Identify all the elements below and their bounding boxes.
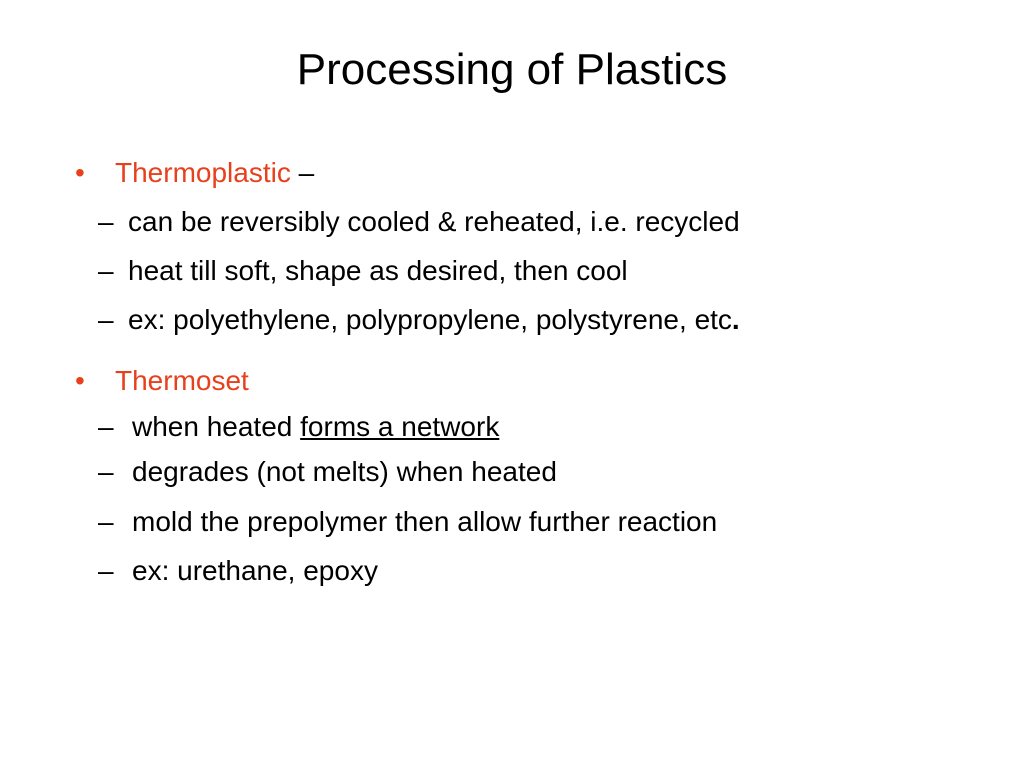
bullet-text <box>115 156 314 190</box>
dash-marker: – <box>98 255 114 286</box>
dash-marker: – <box>98 304 114 335</box>
sub-item-text: mold the prepolymer then allow further reaction <box>132 506 718 537</box>
sub-item-text: heat till soft, shape as desired, then cool <box>128 255 628 286</box>
bullet-marker: • <box>75 157 85 188</box>
bullet-marker: • <box>75 365 85 396</box>
heading-suffix: – <box>290 157 315 188</box>
sub-item-text <box>132 410 499 444</box>
dash-marker: – <box>98 411 114 442</box>
sub-item-prefix: when heated <box>132 411 301 442</box>
section-heading: Thermoplastic <box>115 157 291 188</box>
sub-item-text <box>128 303 740 337</box>
sub-item-period: . <box>731 304 740 335</box>
sub-item-text: degrades (not melts) when heated <box>132 456 557 487</box>
dash-marker: – <box>98 456 114 487</box>
sub-item-text: can be reversibly cooled & reheated, i.e. recycled <box>128 206 740 237</box>
slide-title: Processing of Plastics <box>296 45 728 94</box>
sub-item-underlined: forms a network <box>300 411 500 442</box>
sub-item-main: ex: polyethylene, polypropylene, polystyrene, etc <box>128 304 732 335</box>
section-heading: Thermoset <box>115 365 249 396</box>
dash-marker: – <box>98 555 114 586</box>
dash-marker: – <box>98 506 114 537</box>
sub-item-text: ex: urethane, epoxy <box>132 555 378 586</box>
dash-marker: – <box>98 206 114 237</box>
